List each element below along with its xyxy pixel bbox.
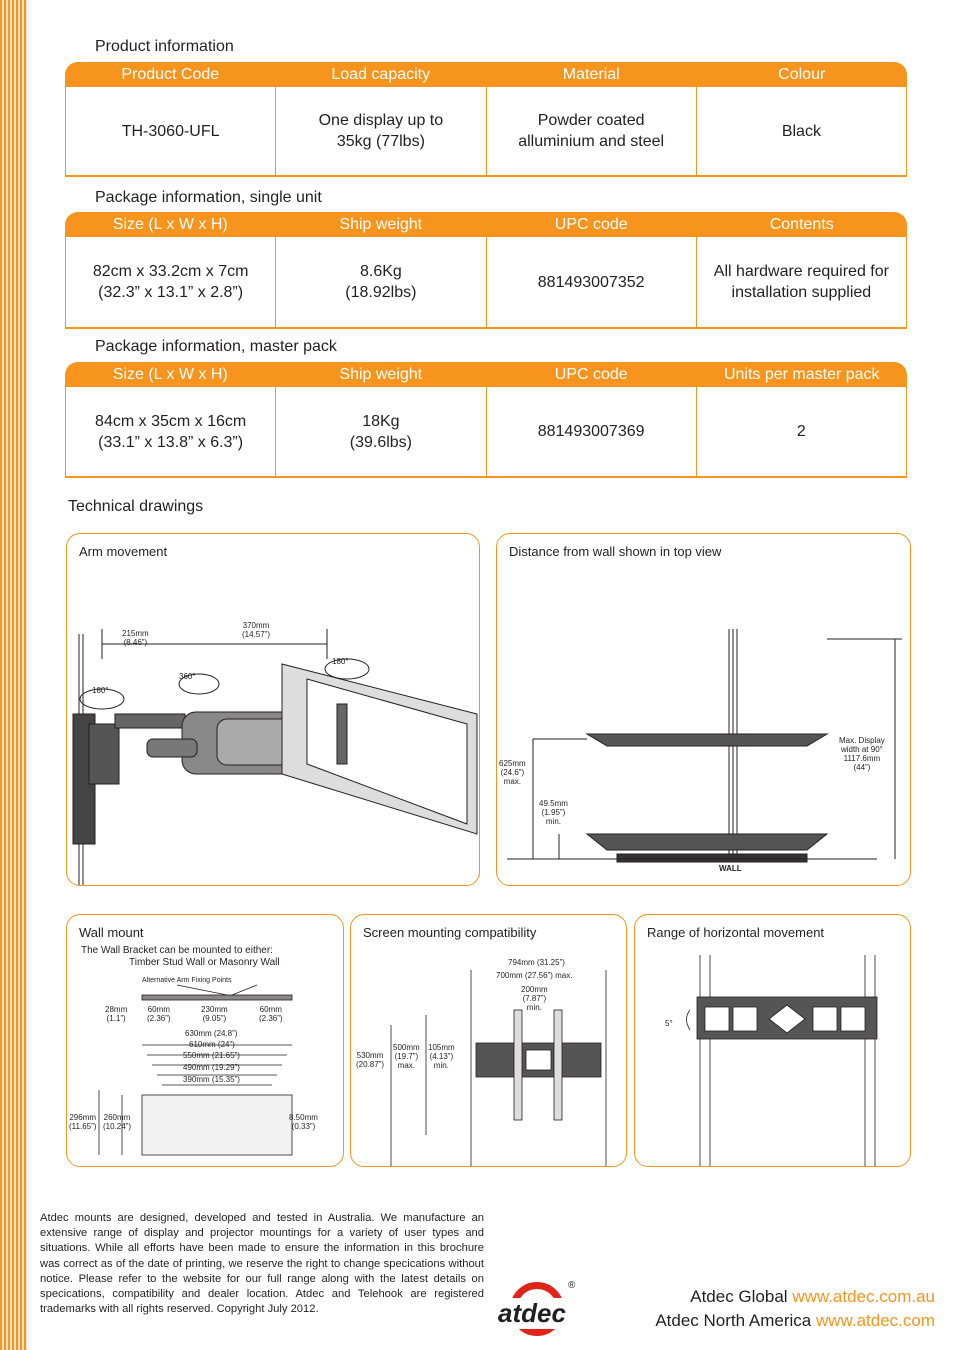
header-cell: Size (L x W x H) — [112, 366, 228, 383]
dim-200: 200mm (7.87”) min. — [521, 985, 548, 1012]
dim-60-left: 60mm (2.36”) — [147, 1005, 171, 1023]
alt-fixing-label: Alternative Arm Fixing Points — [142, 977, 232, 984]
header-cell: UPC code — [554, 366, 628, 383]
table-cell: All hardware required for installation supplied — [713, 263, 889, 301]
wall-mount-panel — [66, 914, 344, 1167]
table-header — [65, 62, 907, 87]
angle-180-right: 180° — [332, 657, 349, 666]
header-cell: Product Code — [121, 66, 220, 83]
dim-530: 530mm (20.87”) — [356, 1051, 385, 1069]
distance-panel — [496, 533, 911, 886]
table-cell: 8.6Kg (18.92lbs) — [276, 237, 486, 327]
screen-compat-panel — [350, 914, 627, 1167]
logo-wordmark: atdec — [498, 1298, 566, 1328]
range-panel — [634, 914, 911, 1167]
table-cell: Black — [781, 122, 821, 140]
arm-movement-drawing — [67, 534, 479, 885]
dim-700: 700mm (27.56”) max. — [496, 971, 573, 980]
section-title-package-master: Package information, master pack — [95, 338, 337, 355]
angle-180-left: 180° — [92, 686, 109, 695]
dim-490: 490mm (19.29”) — [183, 1063, 240, 1072]
north-america-label: Atdec North America — [655, 1311, 812, 1330]
dim-370: 370mm (14.57”) — [242, 621, 271, 639]
package-master-table — [65, 362, 907, 478]
panel-title: Arm movement — [79, 544, 168, 559]
section-title-package-single: Package information, single unit — [95, 189, 322, 206]
dim-49-5: 49.5mm (1.95”) min. — [539, 799, 568, 826]
table-cell: One display up to 35kg (77lbs) — [276, 87, 486, 175]
global-url-link[interactable]: www.atdec.com.au — [792, 1287, 935, 1306]
north-america-url-link[interactable]: www.atdec.com — [815, 1311, 935, 1330]
dim-630: 630mm (24.8”) — [185, 1029, 238, 1038]
table-header — [65, 212, 907, 237]
dim-500: 500mm (19.7”) max. — [393, 1043, 420, 1070]
panel-title: Wall mount — [79, 925, 144, 940]
dim-105: 105mm (4.13”) min. — [428, 1043, 455, 1070]
dim-8-50: 8.50mm (0.33”) — [289, 1113, 318, 1131]
header-cell: Material — [562, 66, 620, 83]
dim-390: 390mm (15.35”) — [183, 1075, 240, 1084]
section-title-technical: Technical drawings — [68, 498, 204, 515]
panel-title: Distance from wall shown in top view — [509, 544, 722, 559]
panel-title: Screen mounting compatibility — [363, 925, 537, 940]
disclaimer-text: Atdec mounts are designed, developed and tested in Australia. We manufacture an extensive range of display and projector mountings for a variety of user types and situations. While all efforts have been made to ensure the information in this brochure was correct as of the date of printing, we reserve the right to change specications without notice. Please refer to the website for our full range along with the latest details on specications, compatibility and dealer location. Atdec and Telehook are registered trademarks with all rights reserved. Copyright July 2012. — [40, 1212, 484, 1316]
header-cell: Colour — [778, 66, 826, 83]
distance-drawing — [497, 534, 910, 885]
angle-360: 360° — [179, 672, 196, 681]
arm-movement-panel — [66, 533, 480, 886]
dim-610: 610mm (24”) — [189, 1040, 235, 1049]
angle-5: 5° — [665, 1019, 673, 1028]
section-title-product: Product information — [95, 38, 234, 55]
header-cell: Size (L x W x H) — [112, 216, 228, 233]
global-label: Atdec Global — [690, 1287, 788, 1306]
table-cell: 2 — [796, 423, 806, 440]
header-cell: Units per master pack — [723, 366, 880, 383]
contact-north-america — [655, 1311, 935, 1331]
header-cell: Ship weight — [339, 216, 423, 233]
contact-global — [690, 1287, 935, 1307]
wall-mount-desc-2: Timber Stud Wall or Masonry Wall — [129, 957, 280, 968]
wall-label: WALL — [719, 864, 742, 873]
table-cell: TH-3060-UFL — [66, 87, 276, 175]
screen-compat-drawing — [351, 915, 626, 1166]
wall-mount-desc-1: The Wall Bracket can be mounted to either: — [81, 945, 273, 956]
table-row — [65, 387, 907, 478]
panel-title: Range of horizontal movement — [647, 925, 825, 940]
table-cell: 881493007352 — [487, 237, 697, 327]
product-table — [65, 62, 907, 177]
dim-550: 550mm (21.65”) — [183, 1051, 240, 1060]
header-cell: UPC code — [554, 216, 628, 233]
max-display: Max. Display width at 90° 1117.6mm (44”) — [839, 736, 885, 772]
dim-60-right: 60mm (2.36”) — [259, 1005, 283, 1023]
dim-28: 28mm (1.1”) — [105, 1005, 128, 1023]
dim-625: 625mm (24.6”) max. — [499, 759, 526, 786]
header-cell: Load capacity — [331, 66, 431, 83]
header-cell: Contents — [769, 216, 834, 233]
dim-260: 260mm (10.24”) — [103, 1113, 132, 1131]
dim-794: 794mm (31.25”) — [508, 958, 565, 967]
atdec-logo — [496, 1282, 581, 1340]
dim-296: 296mm (11.65”) — [69, 1113, 97, 1131]
range-drawing — [635, 915, 910, 1166]
table-row — [65, 87, 907, 177]
dim-215: 215mm (8.46”) — [122, 629, 149, 647]
dim-230: 230mm (9.05”) — [201, 1005, 228, 1023]
table-cell: 84cm x 35cm x 16cm (33.1” x 13.8” x 6.3”) — [66, 387, 276, 476]
table-row — [65, 237, 907, 329]
table-cell: 881493007369 — [487, 387, 697, 476]
header-cell: Ship weight — [339, 366, 423, 383]
registered-mark: ® — [568, 1280, 576, 1291]
package-single-table — [65, 212, 907, 329]
table-cell: Powder coated alluminium and steel — [487, 87, 697, 175]
table-cell: 82cm x 33.2cm x 7cm (32.3” x 13.1” x 2.8”) — [66, 237, 276, 327]
decorative-stripes — [0, 0, 27, 1350]
table-header — [65, 362, 907, 387]
table-cell: 18Kg (39.6lbs) — [276, 387, 486, 476]
